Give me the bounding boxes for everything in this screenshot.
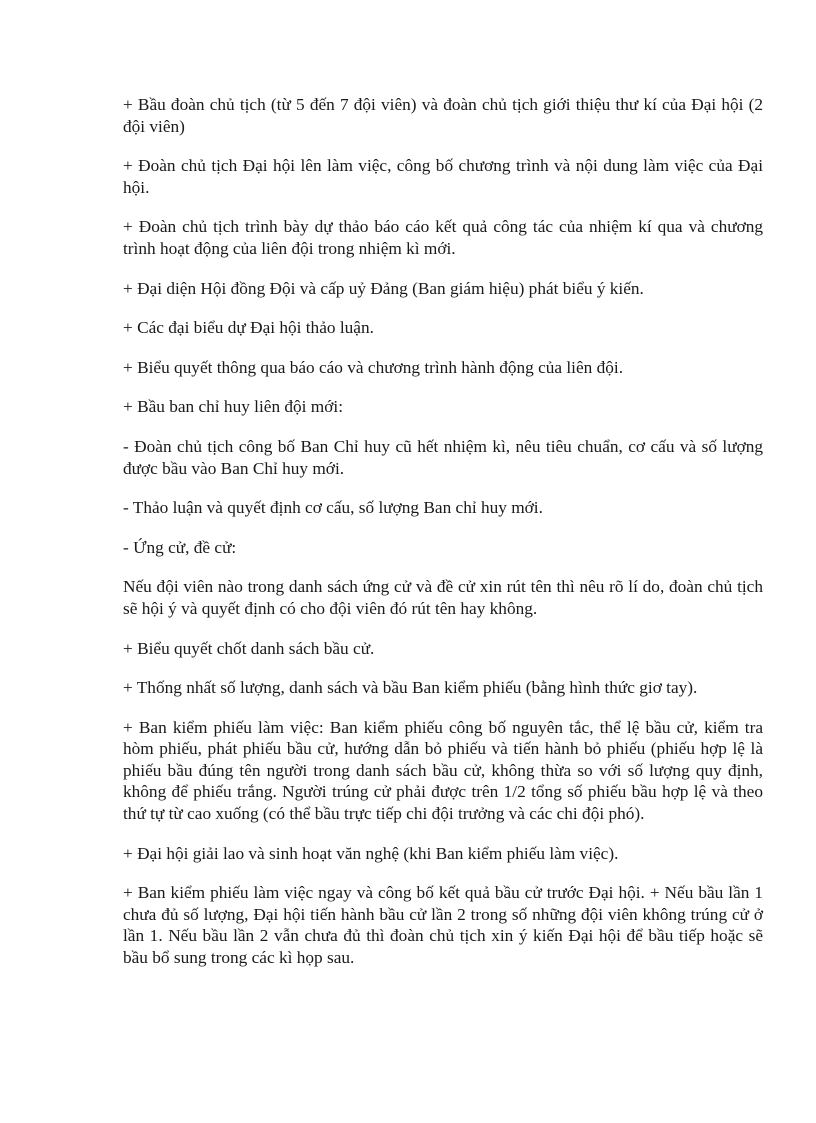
paragraph-finalize-list: + Biểu quyết chốt danh sách bầu cử. <box>123 638 375 658</box>
paragraph-decide-structure: - Thảo luận và quyết định cơ cấu, số lượng Ban chỉ huy mới. <box>123 498 543 518</box>
paragraph-council-speech: + Đại diện Hội đồng Đội và cấp uỷ Đảng (Ban giám hiệu) phát biểu ý kiến. <box>123 278 644 298</box>
document-page <box>123 94 763 987</box>
paragraph-break: + Đại hội giải lao và sinh hoạt văn nghệ (khi Ban kiểm phiếu làm việc). <box>123 843 619 863</box>
paragraph-delegates-discuss: + Các đại biểu dự Đại hội thảo luận. <box>123 318 374 338</box>
paragraph-results: + Ban kiểm phiếu làm việc ngay và công bố kết quả bầu cử trước Đại hội. + Nếu bầu lần 1 chưa đủ số lượng, Đại hội tiến hành bầu cử lần 2 trong số những đội viên không trúng cử ở lần 1. Nếu bầu lần 2 vẫn chưa đủ thì đoàn chủ tịch xin ý kiến Đại hội để bầu tiếp hoặc sẽ bầu bổ sung trong các kì họp sau. <box>123 883 763 968</box>
paragraph-nominations: - Ứng cử, đề cử: <box>123 537 237 557</box>
paragraph-ballot-committee: + Thống nhất số lượng, danh sách và bầu Ban kiểm phiếu (bằng hình thức giơ tay). <box>123 678 698 698</box>
paragraph-announce-term-end: - Đoàn chủ tịch công bố Ban Chỉ huy cũ hết nhiệm kì, nêu tiêu chuẩn, cơ cấu và số lượng được bầu vào Ban Chỉ huy mới. <box>123 436 763 478</box>
paragraph-withdrawal: Nếu đội viên nào trong danh sách ứng cử và đề cử xin rút tên thì nêu rõ lí do, đoàn chủ tịch sẽ hội ý và quyết định có cho đội viên đó rút tên hay không. <box>123 577 763 618</box>
paragraph-elect-presidium: + Bầu đoàn chủ tịch (từ 5 đến 7 đội viên) và đoàn chủ tịch giới thiệu thư kí của Đại hội (2 đội viên) <box>123 95 763 136</box>
paragraph-draft-report: + Đoàn chủ tịch trình bày dự thảo báo cáo kết quả công tác của nhiệm kí qua và chương trình hoạt động của liên đội trong nhiệm kì mới. <box>123 217 763 258</box>
paragraph-presidium-work: + Đoàn chủ tịch Đại hội lên làm việc, công bố chương trình và nội dung làm việc của Đại hội. <box>123 156 763 197</box>
paragraph-vote-report: + Biểu quyết thông qua báo cáo và chương trình hành động của liên đội. <box>123 357 624 377</box>
paragraph-ballot-rules: + Ban kiểm phiếu làm việc: Ban kiểm phiếu công bố nguyên tắc, thể lệ bầu cử, kiểm tra hòm phiếu, phát phiếu bầu cử, hướng dẫn bỏ phiếu và tiến hành bỏ phiếu (phiếu hợp lệ là phiếu bầu đúng tên người trong danh sách bầu cử, không thừa so với số lượng quy định, không để phiếu trắng. Người trúng cử phải được trên 1/2 tổng số phiếu bầu hợp lệ và theo thứ tự từ cao xuống (có thể bầu trực tiếp chi đội trưởng và các chi đội phó). <box>123 717 763 824</box>
paragraph-elect-command: + Bầu ban chỉ huy liên đội mới: <box>123 397 343 417</box>
